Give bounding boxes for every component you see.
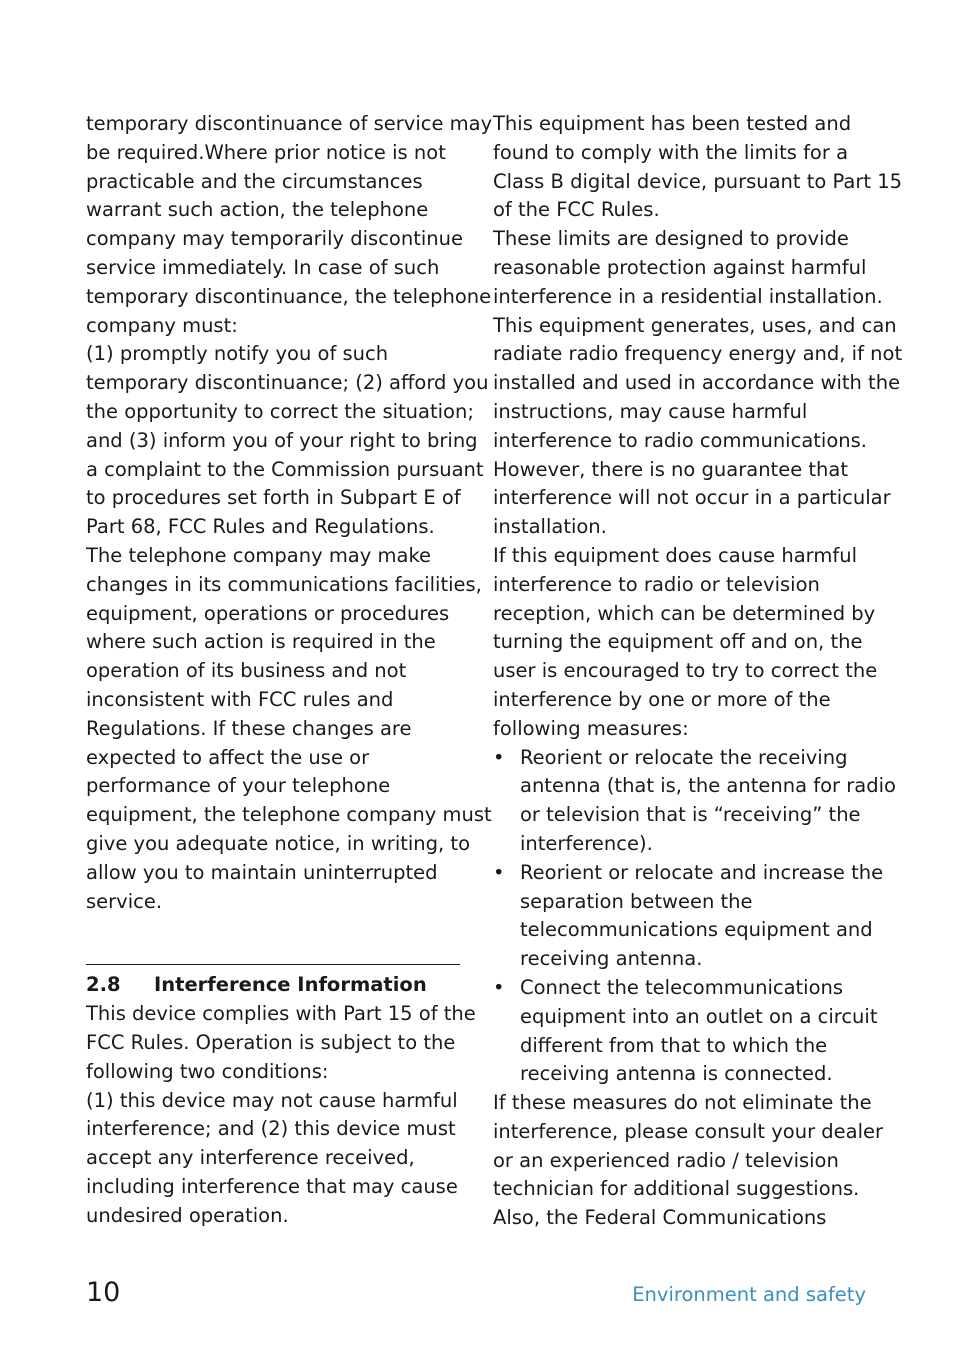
text-line: accept any interference received, (86, 1146, 415, 1170)
bullet-icon: • (493, 745, 505, 769)
text-line: warrant such action, the telephone (86, 198, 429, 222)
text-line: or an experienced radio / television (493, 1148, 839, 1172)
section-heading (86, 971, 460, 1000)
section-spacer (86, 916, 460, 964)
text-line: Part 68, FCC Rules and Regulations. (86, 515, 435, 539)
text-line: be required.Where prior notice is not (86, 140, 446, 164)
text-line: FCC Rules. Operation is subject to the (86, 1030, 456, 1054)
text-line: This equipment has been tested and (493, 112, 852, 135)
text-line: These limits are designed to provide (493, 227, 849, 251)
right-column (493, 110, 903, 1233)
text-line: (1) promptly notify you of such (86, 342, 389, 366)
paragraph-part15-compliance (86, 1000, 476, 1086)
text-line: to procedures set forth in Subpart E of (86, 486, 461, 510)
text-line: where such action is required in the (86, 630, 436, 654)
text-line: interference to radio or television (493, 572, 820, 596)
text-line: following two conditions: (86, 1059, 329, 1083)
text-line: undesired operation. (86, 1203, 289, 1227)
text-line: temporary discontinuance; (2) afford you (86, 371, 489, 395)
text-line: Regulations. If these changes are (86, 716, 412, 740)
bullet-icon: • (493, 975, 505, 999)
text-line: a complaint to the Commission pursuant (86, 457, 484, 481)
paragraph-class-b-testing (493, 110, 903, 225)
section-number: 2.8 (86, 973, 121, 997)
text-line: Connect the telecommunications (520, 975, 844, 999)
text-line: the opportunity to correct the situation; (86, 399, 474, 423)
text-line: equipment, operations or procedures (86, 601, 450, 625)
list-item (493, 859, 884, 974)
text-line: changes in its communications facilities, (86, 572, 482, 596)
paragraph-company-obligations (86, 340, 489, 542)
text-line: service immediately. In case of such (86, 255, 440, 279)
text-line: Reorient or relocate and increase the (520, 860, 884, 884)
text-line: service. (86, 889, 163, 913)
text-line: However, there is no guarantee that (493, 457, 848, 481)
text-line: company must: (86, 313, 238, 337)
text-line: inconsistent with FCC rules and (86, 687, 394, 711)
text-line: reception, which can be determined by (493, 601, 876, 625)
text-line: following measures: (493, 716, 689, 740)
text-line: found to comply with the limits for a (493, 140, 849, 164)
text-line: equipment into an outlet on a circuit (520, 1004, 878, 1028)
text-line: give you adequate notice, in writing, to (86, 831, 471, 855)
text-line: temporary discontinuance of service may (86, 112, 493, 135)
text-line: receiving antenna. (520, 947, 703, 971)
text-line: technician for additional suggestions. (493, 1177, 860, 1201)
paragraph-harmful-interference (493, 542, 878, 744)
section-title: Interference Information (154, 973, 427, 997)
text-line: This equipment generates, uses, and can (493, 313, 897, 337)
paragraph-conditions (86, 1087, 460, 1231)
paragraph-facility-changes (86, 542, 492, 916)
text-line: interference to radio communications. (493, 428, 867, 452)
bullet-icon: • (493, 860, 505, 884)
text-line: temporary discontinuance, the telephone (86, 284, 492, 308)
paragraph-limits-purpose (493, 225, 903, 542)
text-line: different from that to which the (520, 1033, 828, 1057)
text-line: antenna (that is, the antenna for radio (520, 774, 896, 798)
text-line: operation of its business and not (86, 659, 407, 683)
text-line: The telephone company may make (86, 543, 432, 567)
text-line: company may temporarily discontinue (86, 227, 464, 251)
text-line: Class B digital device, pursuant to Part 15 (493, 169, 903, 193)
paragraph-consult-dealer (493, 1089, 884, 1233)
text-line: reasonable protection against harmful (493, 255, 867, 279)
text-line: Reorient or relocate the receiving (520, 745, 848, 769)
footer-section-name: Environment and safety (632, 1283, 866, 1306)
text-line: interference). (520, 831, 653, 855)
measures-list (493, 744, 896, 1090)
text-line: radiate radio frequency energy and, if not (493, 342, 903, 366)
text-line: of the FCC Rules. (493, 198, 660, 222)
text-line: equipment, the telephone company must (86, 803, 492, 827)
text-line: instructions, may cause harmful (493, 399, 808, 423)
section-divider (86, 964, 460, 965)
text-line: receiving antenna is connected. (520, 1062, 833, 1086)
paragraph-service-discontinuance (86, 110, 493, 340)
text-line: Also, the Federal Communications (493, 1206, 827, 1230)
text-line: If these measures do not eliminate the (493, 1091, 872, 1115)
text-line: interference; and (2) this device must (86, 1117, 456, 1141)
text-line: interference in a residential installation. (493, 284, 883, 308)
text-line: or television that is “receiving” the (520, 803, 861, 827)
text-line: installed and used in accordance with the (493, 371, 901, 395)
text-line: separation between the (520, 889, 753, 913)
left-column (86, 110, 493, 1230)
text-line: turning the equipment off and on, the (493, 630, 863, 654)
text-line: user is encouraged to try to correct the (493, 659, 878, 683)
text-line: including interference that may cause (86, 1174, 458, 1198)
page-number: 10 (86, 1277, 121, 1308)
text-line: practicable and the circumstances (86, 169, 423, 193)
text-line: installation. (493, 515, 607, 539)
list-item (493, 744, 896, 859)
text-line: telecommunications equipment and (520, 918, 873, 942)
text-line: interference will not occur in a particular (493, 486, 891, 510)
text-line: performance of your telephone (86, 774, 391, 798)
text-line: This device complies with Part 15 of the (86, 1002, 476, 1026)
text-line: interference by one or more of the (493, 687, 831, 711)
text-line: and (3) inform you of your right to bring (86, 428, 478, 452)
text-line: If this equipment does cause harmful (493, 543, 857, 567)
list-item (493, 974, 878, 1089)
text-line: allow you to maintain uninterrupted (86, 860, 438, 884)
text-line: (1) this device may not cause harmful (86, 1088, 458, 1112)
text-line: expected to affect the use or (86, 745, 370, 769)
text-line: interference, please consult your dealer (493, 1119, 884, 1143)
